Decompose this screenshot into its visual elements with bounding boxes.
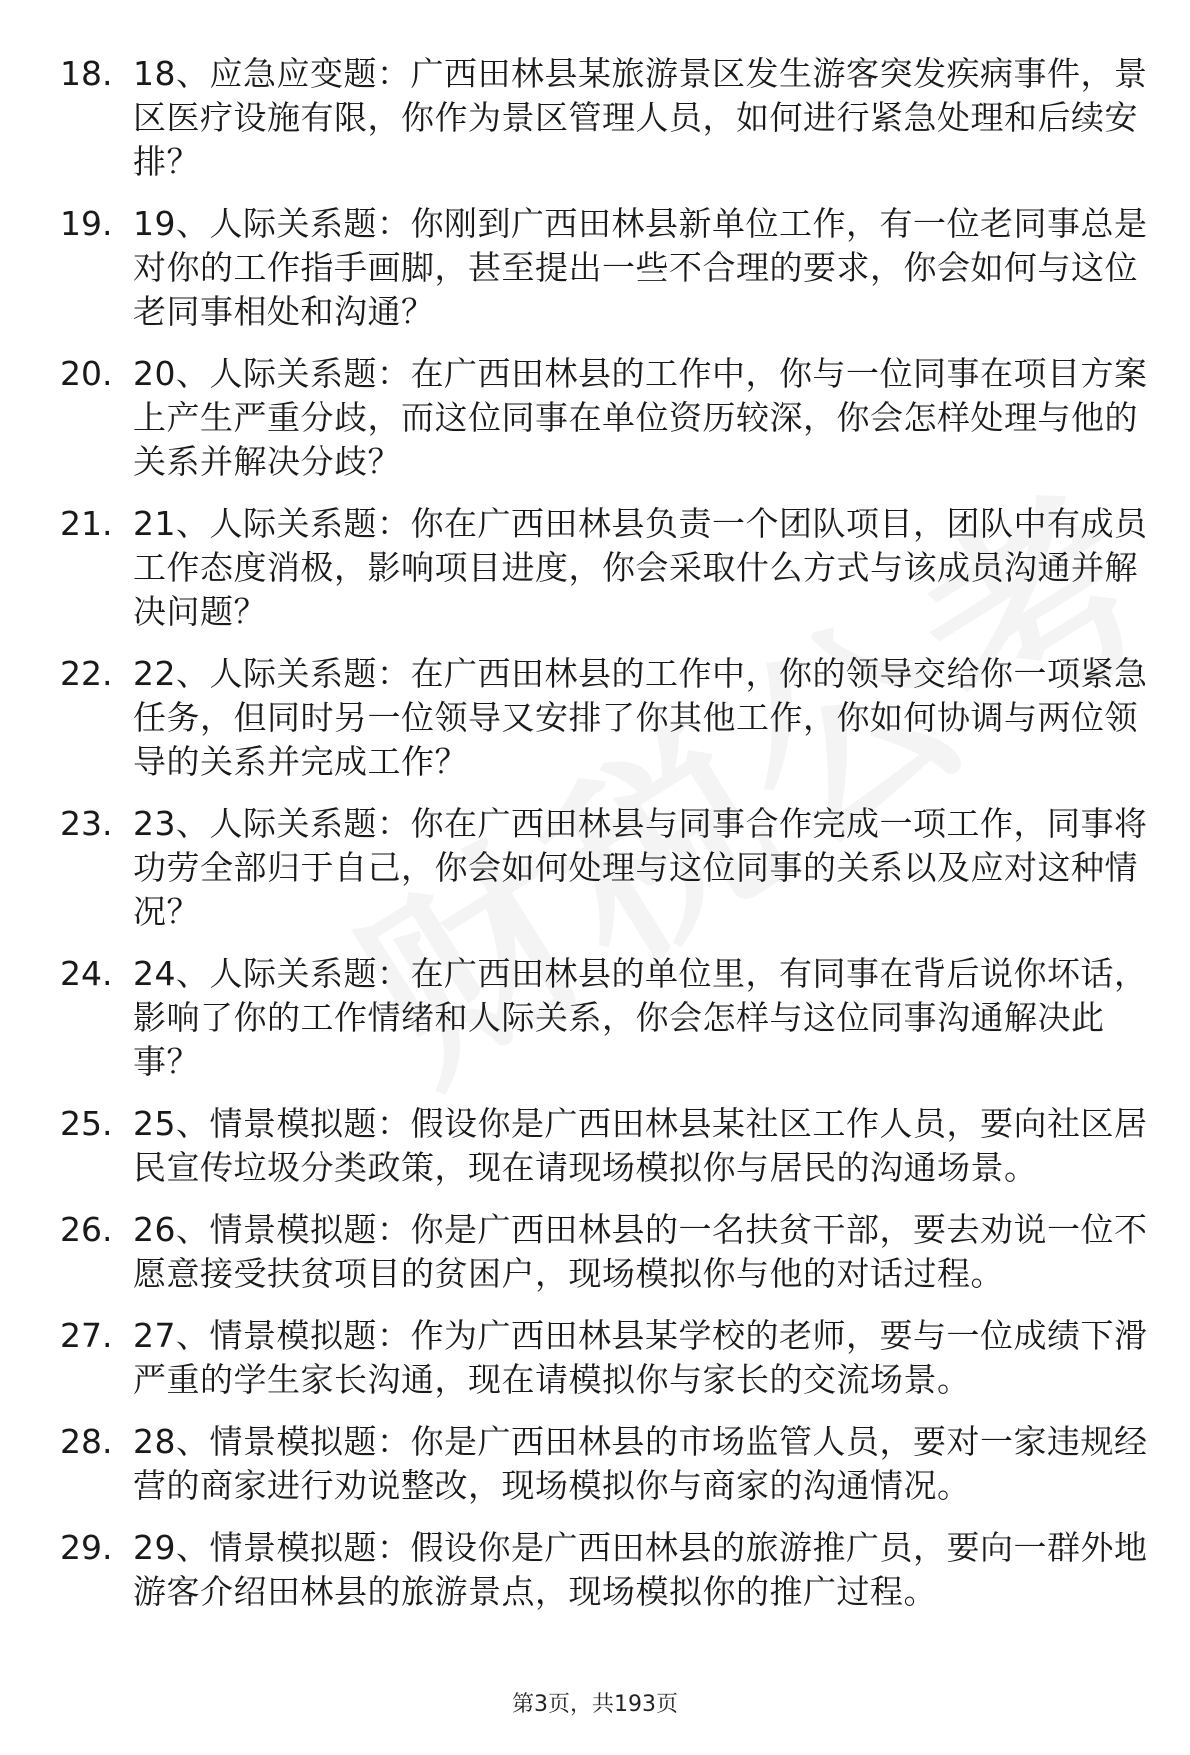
item-text: 25、情景模拟题：假设你是广西田林县某社区工作人员，要向社区居民宣传垃圾分类政策，现在请现场模拟你与居民的沟通场景。 [133,1104,1148,1187]
list-item [0,952,1190,1084]
item-number: 27. [60,1316,113,1355]
item-text: 19、人际关系题：你刚到广西田林县新单位工作，有一位老同事总是对你的工作指手画脚，甚至提出一些不合理的要求，你会如何与这位老同事相处和沟通？ [133,204,1148,331]
item-text: 23、人际关系题：你在广西田林县与同事合作完成一项工作，同事将功劳全部归于自己，你会如何处理与这位同事的关系以及应对这种情况？ [133,804,1148,931]
item-number: 26. [60,1210,113,1249]
list-item [0,352,1190,484]
question-list [0,52,1190,1632]
item-number: 24. [60,954,113,993]
item-text: 26、情景模拟题：你是广西田林县的一名扶贫干部，要去劝说一位不愿意接受扶贫项目的贫困户，现场模拟你与他的对话过程。 [133,1210,1148,1293]
item-number: 28. [60,1422,113,1461]
item-number: 23. [60,804,113,843]
item-number: 18. [60,54,113,93]
list-item [0,1420,1190,1508]
item-text: 27、情景模拟题：作为广西田林县某学校的老师，要与一位成绩下滑严重的学生家长沟通，现在请模拟你与家长的交流场景。 [133,1316,1148,1399]
list-item [0,1208,1190,1296]
item-number: 19. [60,204,113,243]
list-item [0,1526,1190,1614]
list-item [0,1314,1190,1402]
list-item [0,1102,1190,1190]
item-text: 18、应急应变题：广西田林县某旅游景区发生游客突发疾病事件，景区医疗设施有限，你作为景区管理人员，如何进行紧急处理和后续安排？ [133,54,1148,181]
item-text: 24、人际关系题：在广西田林县的单位里，有同事在背后说你坏话，影响了你的工作情绪和人际关系，你会怎样与这位同事沟通解决此事？ [133,954,1148,1081]
item-text: 28、情景模拟题：你是广西田林县的市场监管人员，要对一家违规经营的商家进行劝说整改，现场模拟你与商家的沟通情况。 [133,1422,1148,1505]
list-item [0,502,1190,634]
item-number: 22. [60,654,113,693]
list-item [0,802,1190,934]
item-text: 29、情景模拟题：假设你是广西田林县的旅游推广员，要向一群外地游客介绍田林县的旅游景点，现场模拟你的推广过程。 [133,1528,1148,1611]
list-item [0,202,1190,334]
item-number: 21. [60,504,113,543]
list-item [0,52,1190,184]
item-number: 29. [60,1528,113,1567]
list-item [0,652,1190,784]
item-number: 25. [60,1104,113,1143]
item-text: 21、人际关系题：你在广西田林县负责一个团队项目，团队中有成员工作态度消极，影响项目进度，你会采取什么方式与该成员沟通并解决问题？ [133,504,1148,631]
page-footer: 第3页，共193页 [512,1692,678,1717]
item-text: 20、人际关系题：在广西田林县的工作中，你与一位同事在项目方案上产生严重分歧，而这位同事在单位资历较深，你会怎样处理与他的关系并解决分歧？ [133,354,1148,481]
item-text: 22、人际关系题：在广西田林县的工作中，你的领导交给你一项紧急任务，但同时另一位领导又安排了你其他工作，你如何协调与两位领导的关系并完成工作？ [133,654,1148,781]
item-number: 20. [60,354,113,393]
